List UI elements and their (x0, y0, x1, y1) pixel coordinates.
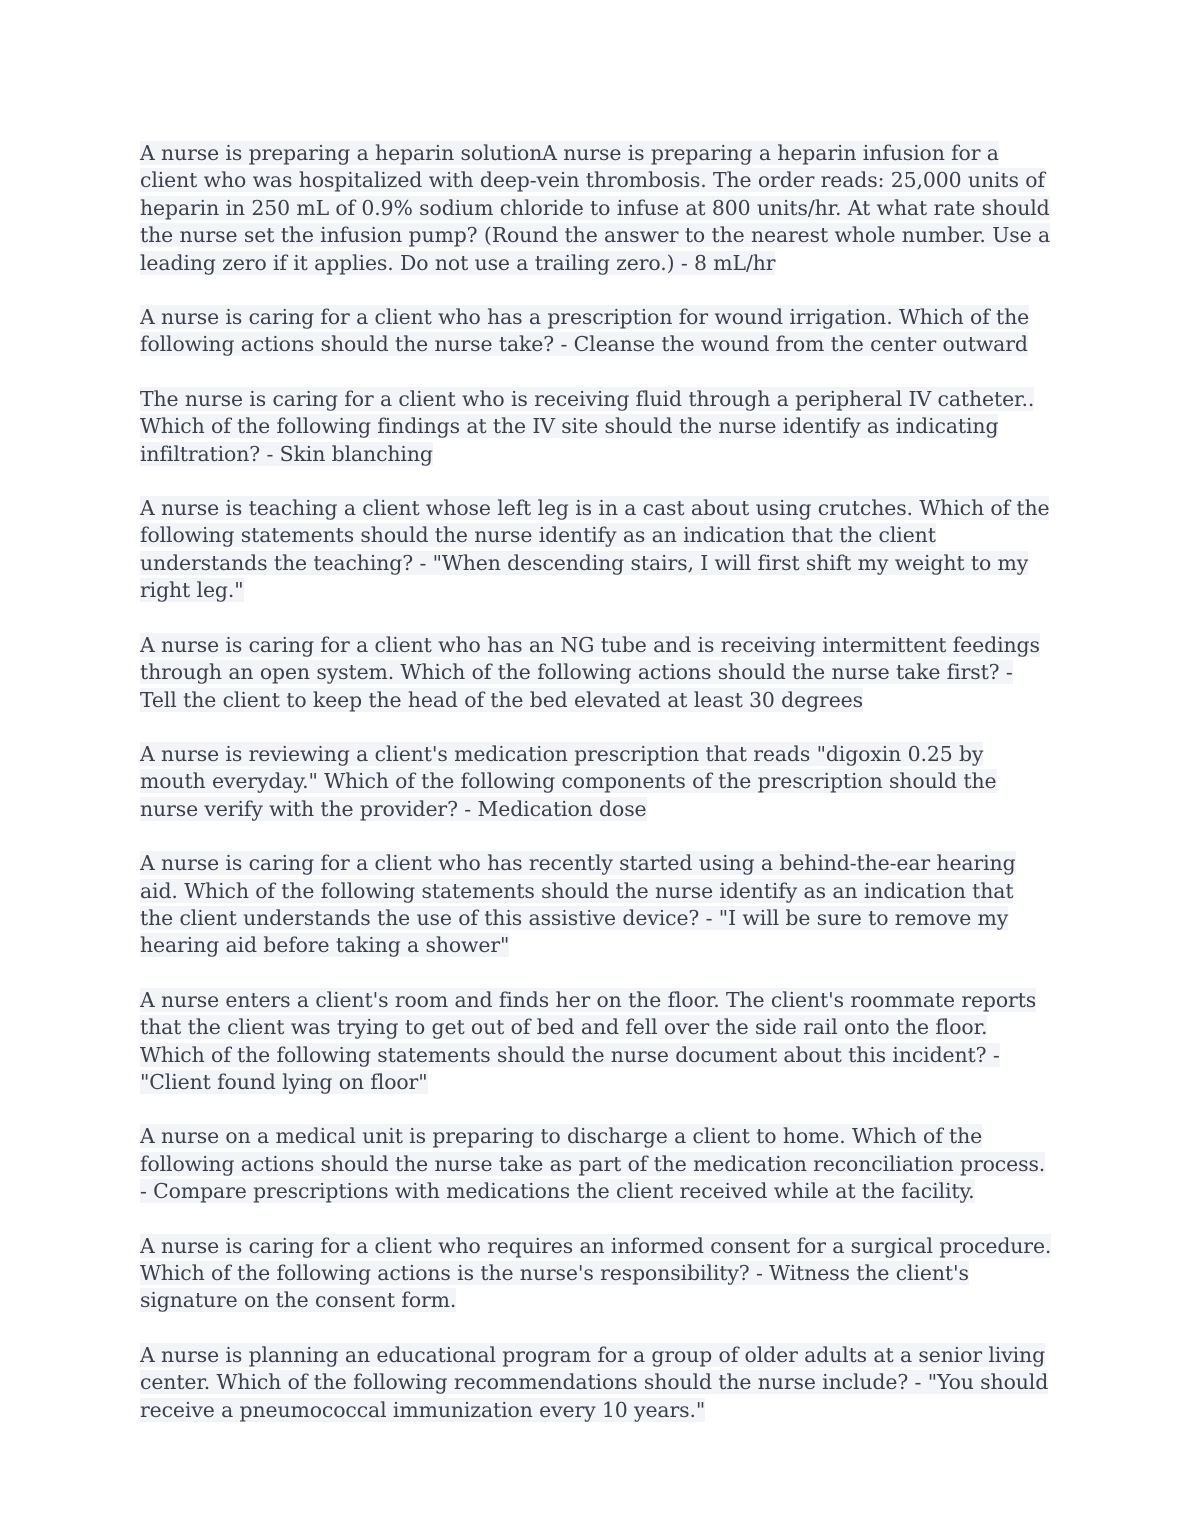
qa-entry-text: The nurse is caring for a client who is receiving fluid through a peripheral IV catheter.. Which of the following findings at the IV site should the nurse identify as indicating infiltration? - Skin blanching (140, 386, 1035, 466)
document-body (140, 140, 1052, 1451)
qa-entry-crutches (140, 495, 1052, 605)
qa-entry-fall-incident (140, 987, 1052, 1097)
qa-entry-wound-irrigation (140, 304, 1052, 359)
qa-entry-text: A nurse is preparing a heparin solutionA nurse is preparing a heparin infusion for a client who was hospitalized with deep-vein thrombosis. The order reads: 25,000 units of heparin in 250 mL of 0.9% sodium chloride to infuse at 800 units/hr. At what rate should the nurse set the infusion pump? (Round the answer to the nearest whole number. Use a leading zero if it applies. Do not use a trailing zero.) - 8 mL/hr (140, 141, 1051, 275)
qa-entry-text: A nurse is teaching a client whose left leg is in a cast about using crutches. Which of the following statements should the nurse identify as an indication that the client understands the teaching? - "When descending stairs, I will first shift my weight to my right leg." (140, 496, 1050, 603)
qa-entry-text: A nurse is caring for a client who has an NG tube and is receiving intermittent feedings through an open system. Which of the following actions should the nurse take first? - Tell the client to keep the head of the bed elevated at least 30 degrees (140, 632, 1040, 712)
qa-entry-iv-infiltration (140, 386, 1052, 468)
qa-entry-text: A nurse is caring for a client who requires an informed consent for a surgical procedure. Which of the following actions is the nurse's responsibility? - Witness the client's signature on the consent form. (140, 1233, 1052, 1313)
qa-entry-text: A nurse on a medical unit is preparing to discharge a client to home. Which of the following actions should the nurse take as part of the medication reconciliation process. - Compare prescriptions with medications the client received while at the facility. (140, 1124, 1046, 1204)
qa-entry-text: A nurse is caring for a client who has a prescription for wound irrigation. Which of the following actions should the nurse take? - Cleanse the wound from the center outward (140, 305, 1030, 357)
qa-entry-heparin (140, 140, 1052, 277)
qa-entry-older-adults (140, 1342, 1052, 1424)
qa-entry-informed-consent (140, 1233, 1052, 1315)
qa-entry-text: A nurse is caring for a client who has recently started using a behind-the-ear hearing aid. Which of the following statements should the nurse identify as an indication that the client understands the use of this assistive device? - "I will be sure to remove my hearing aid before taking a shower" (140, 851, 1016, 958)
qa-entry-digoxin (140, 741, 1052, 823)
qa-entry-med-reconciliation (140, 1123, 1052, 1205)
qa-entry-text: A nurse enters a client's room and finds her on the floor. The client's roommate reports that the client was trying to get out of bed and fell over the side rail onto the floor. Which of the following statements should the nurse document about this incident? - "Client found lying on floor" (140, 987, 1037, 1094)
qa-entry-ng-tube (140, 632, 1052, 714)
qa-entry-text: A nurse is reviewing a client's medication prescription that reads "digoxin 0.25 by mouth everyday." Which of the following components of the prescription should the nurse verify with the provider? - Medication dose (140, 741, 997, 821)
qa-entry-text: A nurse is planning an educational program for a group of older adults at a senior living center. Which of the following recommendations should the nurse include? - "You should receive a pneumococcal immunization every 10 years." (140, 1342, 1049, 1422)
qa-entry-hearing-aid (140, 850, 1052, 960)
